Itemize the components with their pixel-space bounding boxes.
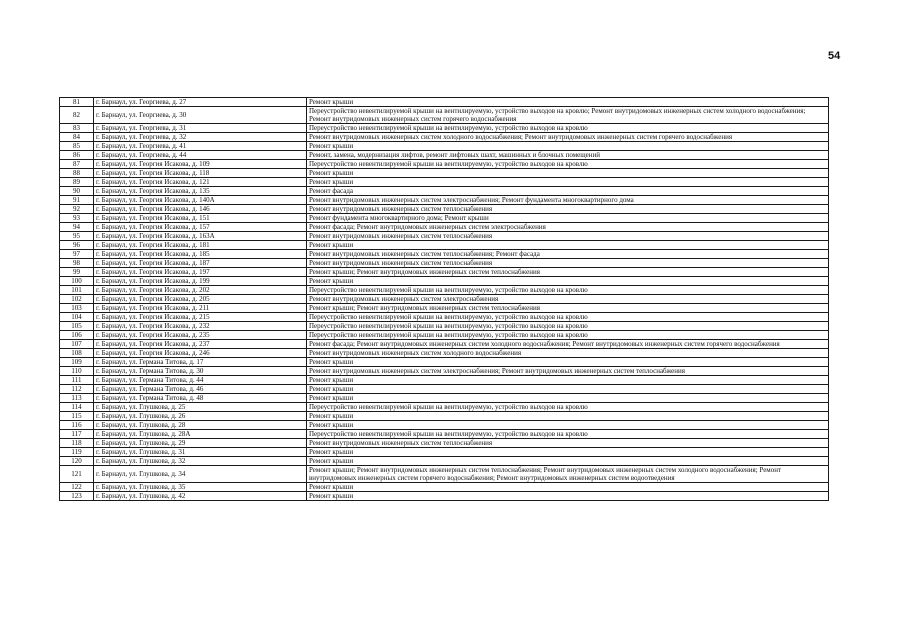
repair-table xyxy=(59,97,829,501)
table-row xyxy=(60,142,829,151)
address-cell: г. Барнаул, ул. Глушкова, д. 25 xyxy=(94,403,307,412)
table-row xyxy=(60,367,829,376)
address-cell: г. Барнаул, ул. Глушкова, д. 28 xyxy=(94,421,307,430)
works-cell: Ремонт крыши xyxy=(307,98,829,107)
address-cell: г. Барнаул, ул. Глушкова, д. 26 xyxy=(94,412,307,421)
works-cell: Ремонт крыши xyxy=(307,412,829,421)
works-cell: Ремонт крыши; Ремонт внутридомовых инженерных систем теплоснабжения xyxy=(307,304,829,313)
row-number-cell: 85 xyxy=(60,142,94,151)
row-number-cell: 90 xyxy=(60,187,94,196)
works-cell: Ремонт крыши; Ремонт внутридомовых инженерных систем теплоснабжения xyxy=(307,268,829,277)
address-cell: г. Барнаул, ул. Георгия Исакова, д. 109 xyxy=(94,160,307,169)
works-cell: Ремонт внутридомовых инженерных систем теплоснабжения; Ремонт фасада xyxy=(307,250,829,259)
address-cell: г. Барнаул, ул. Георгиева, д. 31 xyxy=(94,124,307,133)
table-row xyxy=(60,313,829,322)
address-cell: г. Барнаул, ул. Георгия Исакова, д. 185 xyxy=(94,250,307,259)
table-row xyxy=(60,107,829,124)
address-cell: г. Барнаул, ул. Георгиева, д. 41 xyxy=(94,142,307,151)
row-number-cell: 109 xyxy=(60,358,94,367)
table-row xyxy=(60,457,829,466)
works-cell: Ремонт, замена, модернизация лифтов, ремонт лифтовых шахт, машинных и блочных помещений xyxy=(307,151,829,160)
table-row xyxy=(60,160,829,169)
row-number-cell: 105 xyxy=(60,322,94,331)
row-number-cell: 122 xyxy=(60,483,94,492)
table-row xyxy=(60,376,829,385)
address-cell: г. Барнаул, ул. Георгиева, д. 30 xyxy=(94,107,307,124)
row-number-cell: 112 xyxy=(60,385,94,394)
repair-table-container xyxy=(59,97,828,501)
works-cell: Ремонт внутридомовых инженерных систем теплоснабжения xyxy=(307,439,829,448)
works-cell: Ремонт внутридомовых инженерных систем электроснабжения; Ремонт внутридомовых инженерных систем теплоснабжения xyxy=(307,367,829,376)
address-cell: г. Барнаул, ул. Георгия Исакова, д. 146 xyxy=(94,205,307,214)
address-cell: г. Барнаул, ул. Георгия Исакова, д. 215 xyxy=(94,313,307,322)
row-number-cell: 123 xyxy=(60,492,94,501)
address-cell: г. Барнаул, ул. Германа Титова, д. 48 xyxy=(94,394,307,403)
row-number-cell: 83 xyxy=(60,124,94,133)
works-cell: Ремонт крыши xyxy=(307,169,829,178)
row-number-cell: 84 xyxy=(60,133,94,142)
works-cell: Ремонт крыши xyxy=(307,385,829,394)
table-row xyxy=(60,430,829,439)
address-cell: г. Барнаул, ул. Георгия Исакова, д. 237 xyxy=(94,340,307,349)
works-cell: Переустройство невентилируемой крыши на вентилируемую, устройство выходов на кровлю xyxy=(307,313,829,322)
row-number-cell: 111 xyxy=(60,376,94,385)
address-cell: г. Барнаул, ул. Георгия Исакова, д. 197 xyxy=(94,268,307,277)
row-number-cell: 81 xyxy=(60,98,94,107)
address-cell: г. Барнаул, ул. Германа Титова, д. 30 xyxy=(94,367,307,376)
address-cell: г. Барнаул, ул. Георгия Исакова, д. 205 xyxy=(94,295,307,304)
row-number-cell: 106 xyxy=(60,331,94,340)
works-cell: Ремонт крыши xyxy=(307,376,829,385)
address-cell: г. Барнаул, ул. Германа Титова, д. 46 xyxy=(94,385,307,394)
works-cell: Ремонт внутридомовых инженерных систем холодного водоснабжения; Ремонт внутридомовых инженерных систем горячего водоснабжения xyxy=(307,133,829,142)
table-row xyxy=(60,403,829,412)
address-cell: г. Барнаул, ул. Георгия Исакова, д. 151 xyxy=(94,214,307,223)
table-row xyxy=(60,304,829,313)
address-cell: г. Барнаул, ул. Глушкова, д. 34 xyxy=(94,466,307,483)
row-number-cell: 115 xyxy=(60,412,94,421)
row-number-cell: 102 xyxy=(60,295,94,304)
works-cell: Ремонт крыши xyxy=(307,142,829,151)
table-row xyxy=(60,483,829,492)
address-cell: г. Барнаул, ул. Георгия Исакова, д. 135 xyxy=(94,187,307,196)
works-cell: Ремонт крыши xyxy=(307,394,829,403)
row-number-cell: 108 xyxy=(60,349,94,358)
table-row xyxy=(60,98,829,107)
row-number-cell: 117 xyxy=(60,430,94,439)
address-cell: г. Барнаул, ул. Глушкова, д. 35 xyxy=(94,483,307,492)
table-row xyxy=(60,385,829,394)
works-cell: Ремонт крыши xyxy=(307,358,829,367)
address-cell: г. Барнаул, ул. Георгия Исакова, д. 246 xyxy=(94,349,307,358)
row-number-cell: 96 xyxy=(60,241,94,250)
row-number-cell: 95 xyxy=(60,232,94,241)
table-row xyxy=(60,492,829,501)
address-cell: г. Барнаул, ул. Глушкова, д. 31 xyxy=(94,448,307,457)
address-cell: г. Барнаул, ул. Георгия Исакова, д. 181 xyxy=(94,241,307,250)
address-cell: г. Барнаул, ул. Глушкова, д. 28А xyxy=(94,430,307,439)
table-row xyxy=(60,286,829,295)
address-cell: г. Барнаул, ул. Георгия Исакова, д. 163А xyxy=(94,232,307,241)
works-cell: Ремонт фасада; Ремонт внутридомовых инженерных систем электроснабжения xyxy=(307,223,829,232)
table-row xyxy=(60,421,829,430)
works-cell: Ремонт крыши; Ремонт внутридомовых инженерных систем теплоснабжения; Ремонт внутридомовых инженерных систем холодного водоснабжения; Ремонт внутридомовых инженерных систем горячего водоснабжения; Ремонт внутридомовых инженерных систем водоотведения xyxy=(307,466,829,483)
address-cell: г. Барнаул, ул. Георгия Исакова, д. 157 xyxy=(94,223,307,232)
row-number-cell: 121 xyxy=(60,466,94,483)
address-cell: г. Барнаул, ул. Глушкова, д. 29 xyxy=(94,439,307,448)
works-cell: Переустройство невентилируемой крыши на вентилируемую, устройство выходов на кровлю xyxy=(307,430,829,439)
repair-table-body xyxy=(60,98,829,501)
row-number-cell: 120 xyxy=(60,457,94,466)
row-number-cell: 101 xyxy=(60,286,94,295)
works-cell: Ремонт фундамента многоквартирного дома; Ремонт крыши xyxy=(307,214,829,223)
row-number-cell: 97 xyxy=(60,250,94,259)
works-cell: Переустройство невентилируемой крыши на вентилируемую, устройство выходов на кровлю; Ремонт внутридомовых инженерных систем холодного водоснабжения; Ремонт внутридомовых инженерных систем горячего водоснабжения xyxy=(307,107,829,124)
address-cell: г. Барнаул, ул. Германа Титова, д. 44 xyxy=(94,376,307,385)
row-number-cell: 116 xyxy=(60,421,94,430)
works-cell: Переустройство невентилируемой крыши на вентилируемую, устройство выходов на кровлю xyxy=(307,160,829,169)
works-cell: Переустройство невентилируемой крыши на вентилируемую, устройство выходов на кровлю xyxy=(307,124,829,133)
address-cell: г. Барнаул, ул. Георгия Исакова, д. 202 xyxy=(94,286,307,295)
table-row xyxy=(60,295,829,304)
table-row xyxy=(60,241,829,250)
works-cell: Ремонт крыши xyxy=(307,178,829,187)
works-cell: Ремонт крыши xyxy=(307,421,829,430)
table-row xyxy=(60,178,829,187)
works-cell: Ремонт фасада; Ремонт внутридомовых инженерных систем холодного водоснабжения; Ремонт внутридомовых инженерных систем горячего водоснабжения xyxy=(307,340,829,349)
table-row xyxy=(60,223,829,232)
table-row xyxy=(60,277,829,286)
table-row xyxy=(60,268,829,277)
works-cell: Ремонт крыши xyxy=(307,277,829,286)
table-row xyxy=(60,331,829,340)
table-row xyxy=(60,412,829,421)
table-row xyxy=(60,214,829,223)
table-row xyxy=(60,196,829,205)
works-cell: Переустройство невентилируемой крыши на вентилируемую, устройство выходов на кровлю xyxy=(307,322,829,331)
table-row xyxy=(60,250,829,259)
table-row xyxy=(60,259,829,268)
address-cell: г. Барнаул, ул. Глушкова, д. 32 xyxy=(94,457,307,466)
table-row xyxy=(60,394,829,403)
works-cell: Переустройство невентилируемой крыши на вентилируемую, устройство выходов на кровлю xyxy=(307,331,829,340)
table-row xyxy=(60,340,829,349)
works-cell: Ремонт внутридомовых инженерных систем теплоснабжения xyxy=(307,259,829,268)
works-cell: Ремонт крыши xyxy=(307,241,829,250)
row-number-cell: 113 xyxy=(60,394,94,403)
row-number-cell: 119 xyxy=(60,448,94,457)
address-cell: г. Барнаул, ул. Георгия Исакова, д. 118 xyxy=(94,169,307,178)
address-cell: г. Барнаул, ул. Германа Титова, д. 17 xyxy=(94,358,307,367)
table-row xyxy=(60,133,829,142)
row-number-cell: 98 xyxy=(60,259,94,268)
row-number-cell: 86 xyxy=(60,151,94,160)
works-cell: Ремонт внутридомовых инженерных систем теплоснабжения xyxy=(307,232,829,241)
table-row xyxy=(60,151,829,160)
works-cell: Ремонт крыши xyxy=(307,483,829,492)
table-row xyxy=(60,124,829,133)
works-cell: Ремонт крыши xyxy=(307,457,829,466)
table-row xyxy=(60,439,829,448)
address-cell: г. Барнаул, ул. Георгия Исакова, д. 232 xyxy=(94,322,307,331)
address-cell: г. Барнаул, ул. Глушкова, д. 42 xyxy=(94,492,307,501)
address-cell: г. Барнаул, ул. Георгиева, д. 27 xyxy=(94,98,307,107)
address-cell: г. Барнаул, ул. Георгия Исакова, д. 235 xyxy=(94,331,307,340)
address-cell: г. Барнаул, ул. Георгиева, д. 32 xyxy=(94,133,307,142)
address-cell: г. Барнаул, ул. Георгия Исакова, д. 187 xyxy=(94,259,307,268)
row-number-cell: 100 xyxy=(60,277,94,286)
table-row xyxy=(60,169,829,178)
row-number-cell: 88 xyxy=(60,169,94,178)
row-number-cell: 118 xyxy=(60,439,94,448)
works-cell: Ремонт внутридомовых инженерных систем теплоснабжения xyxy=(307,205,829,214)
works-cell: Ремонт фасада xyxy=(307,187,829,196)
row-number-cell: 114 xyxy=(60,403,94,412)
row-number-cell: 87 xyxy=(60,160,94,169)
address-cell: г. Барнаул, ул. Георгия Исакова, д. 121 xyxy=(94,178,307,187)
table-row xyxy=(60,358,829,367)
address-cell: г. Барнаул, ул. Георгия Исакова, д. 140А xyxy=(94,196,307,205)
works-cell: Ремонт внутридомовых инженерных систем электроснабжения; Ремонт фундамента многоквартирного дома xyxy=(307,196,829,205)
works-cell: Ремонт внутридомовых инженерных систем холодного водоснабжения xyxy=(307,349,829,358)
works-cell: Ремонт крыши xyxy=(307,492,829,501)
table-row xyxy=(60,205,829,214)
table-row xyxy=(60,466,829,483)
table-row xyxy=(60,349,829,358)
row-number-cell: 103 xyxy=(60,304,94,313)
row-number-cell: 110 xyxy=(60,367,94,376)
address-cell: г. Барнаул, ул. Георгия Исакова, д. 199 xyxy=(94,277,307,286)
row-number-cell: 94 xyxy=(60,223,94,232)
table-row xyxy=(60,187,829,196)
row-number-cell: 104 xyxy=(60,313,94,322)
address-cell: г. Барнаул, ул. Георгиева, д. 44 xyxy=(94,151,307,160)
row-number-cell: 92 xyxy=(60,205,94,214)
table-row xyxy=(60,448,829,457)
table-row xyxy=(60,232,829,241)
works-cell: Ремонт крыши xyxy=(307,448,829,457)
row-number-cell: 107 xyxy=(60,340,94,349)
works-cell: Переустройство невентилируемой крыши на вентилируемую, устройство выходов на кровлю xyxy=(307,403,829,412)
row-number-cell: 89 xyxy=(60,178,94,187)
row-number-cell: 93 xyxy=(60,214,94,223)
row-number-cell: 99 xyxy=(60,268,94,277)
page-number: 54 xyxy=(828,50,841,62)
works-cell: Ремонт внутридомовых инженерных систем электроснабжения xyxy=(307,295,829,304)
address-cell: г. Барнаул, ул. Георгия Исакова, д. 211 xyxy=(94,304,307,313)
row-number-cell: 91 xyxy=(60,196,94,205)
works-cell: Переустройство невентилируемой крыши на вентилируемую, устройство выходов на кровлю xyxy=(307,286,829,295)
table-row xyxy=(60,322,829,331)
row-number-cell: 82 xyxy=(60,107,94,124)
